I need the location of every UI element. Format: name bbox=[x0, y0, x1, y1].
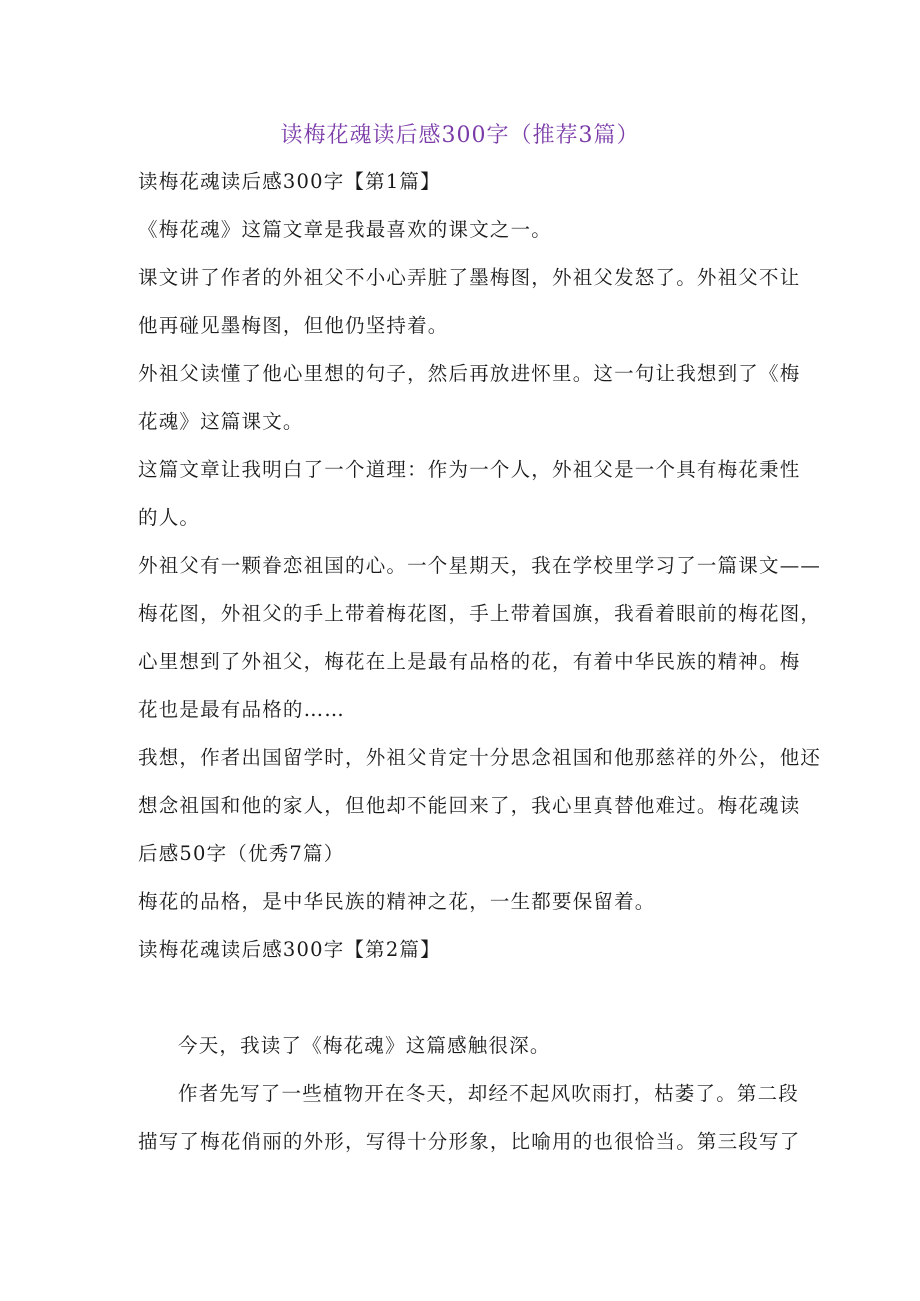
paragraph-line: 外祖父有一颗眷恋祖国的心。一个星期天，我在学校里学习了一篇课文—— bbox=[138, 554, 822, 577]
paragraph-line: 梅花的品格，是中华民族的精神之花，一生都要保留着。 bbox=[138, 890, 656, 913]
paragraph-line: 今天，我读了《梅花魂》这篇感触很深。 bbox=[178, 1034, 551, 1057]
paragraph-line: 作者先写了一些植物开在冬天，却经不起风吹雨打，枯萎了。第二段 bbox=[178, 1082, 800, 1105]
paragraph-line: 外祖父读懂了他心里想的句子，然后再放进怀里。这一句让我想到了《梅 bbox=[138, 362, 801, 385]
section-heading-2: 读梅花魂读后感300字【第2篇】 bbox=[138, 938, 441, 961]
paragraph-line: 我想，作者出国留学时，外祖父肯定十分思念祖国和他那慈祥的外公，他还 bbox=[138, 746, 822, 769]
section-heading-1: 读梅花魂读后感300字【第1篇】 bbox=[138, 170, 441, 193]
paragraph-line: 心里想到了外祖父，梅花在上是最有品格的花，有着中华民族的精神。梅 bbox=[138, 650, 801, 673]
paragraph-line: 花魂》这篇课文。 bbox=[138, 410, 304, 433]
paragraph-line: 他再碰见墨梅图，但他仍坚持着。 bbox=[138, 314, 449, 337]
paragraph-line: 花也是最有品格的…… bbox=[138, 698, 346, 721]
paragraph-line: 梅花图，外祖父的手上带着梅花图，手上带着国旗，我看着眼前的梅花图， bbox=[138, 602, 822, 625]
paragraph-line: 课文讲了作者的外祖父不小心弄脏了墨梅图，外祖父发怒了。外祖父不让 bbox=[138, 266, 801, 289]
document-title: 读梅花魂读后感300字（推荐3篇） bbox=[280, 123, 640, 148]
paragraph-line: 想念祖国和他的家人，但他却不能回来了，我心里真替他难过。梅花魂读 bbox=[138, 794, 801, 817]
paragraph-line: 的人。 bbox=[138, 506, 201, 529]
paragraph-line: 后感50字（优秀7篇） bbox=[138, 842, 345, 865]
paragraph-line: 这篇文章让我明白了一个道理：作为一个人，外祖父是一个具有梅花秉性 bbox=[138, 458, 801, 481]
paragraph-line: 描写了梅花俏丽的外形，写得十分形象，比喻用的也很恰当。第三段写了 bbox=[138, 1130, 801, 1153]
paragraph-line: 《梅花魂》这篇文章是我最喜欢的课文之一。 bbox=[138, 218, 553, 241]
